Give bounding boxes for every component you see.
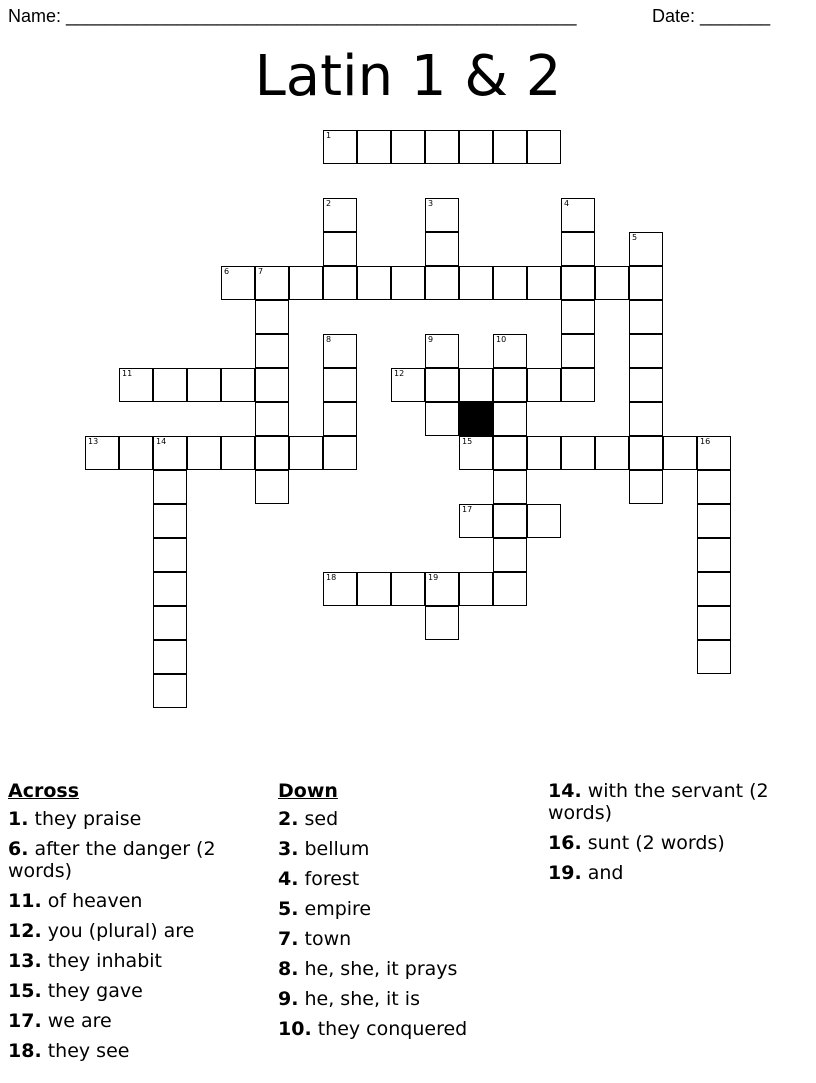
grid-cell[interactable] [459,572,493,606]
grid-cell[interactable] [255,368,289,402]
across-clues [8,780,258,1070]
clue-number: 12 [394,369,405,378]
page-title: Latin 1 & 2 [254,44,562,109]
clue-text: and [587,862,624,884]
grid-cell[interactable] [493,538,527,572]
grid-cell[interactable] [357,572,391,606]
clue-text: after the danger (2 words) [8,838,216,882]
grid-cell[interactable] [493,470,527,504]
grid-cell[interactable] [323,436,357,470]
grid-cell[interactable] [187,436,221,470]
clue-item [8,950,258,972]
clue-number-label: 4. [278,868,299,890]
grid-cell[interactable] [663,436,697,470]
grid-cell[interactable] [629,368,663,402]
clue-item [278,838,528,860]
grid-cell[interactable] [323,266,357,300]
grid-cell[interactable] [493,572,527,606]
clue-number: 18 [326,573,337,582]
grid-cell[interactable] [255,402,289,436]
date-label: Date: _______ [652,6,771,26]
grid-cell[interactable] [697,470,731,504]
clue-item [8,808,258,830]
clue-text: he, she, it prays [304,958,458,980]
grid-cell[interactable] [323,232,357,266]
across-heading: Across [8,780,80,802]
clue-number-label: 3. [278,838,299,860]
grid-cell[interactable] [391,572,425,606]
down-clues [278,780,528,1048]
clue-number: 5 [632,233,638,242]
grid-cell[interactable] [493,266,527,300]
grid-cell[interactable] [153,572,187,606]
clue-number: 8 [326,335,332,344]
clue-number: 9 [428,335,434,344]
grid-cell[interactable] [561,198,595,232]
grid-cell[interactable] [221,266,255,300]
grid-cell[interactable] [289,266,323,300]
clue-item [278,1018,528,1040]
clue-number-label: 14. [548,780,582,802]
grid-cell[interactable] [153,538,187,572]
clue-number: 14 [156,437,167,446]
clue-number-label: 5. [278,898,299,920]
clue-number: 13 [88,437,99,446]
grid-cell[interactable] [187,368,221,402]
grid-cell[interactable] [153,436,187,470]
clue-text: they praise [34,808,142,830]
clue-text: town [304,928,352,950]
grid-cell[interactable] [153,504,187,538]
blocked-cell [459,402,493,436]
clue-item [278,808,528,830]
clue-number: 10 [496,335,507,344]
clue-number-label: 9. [278,988,299,1010]
clue-item [8,1040,258,1062]
grid-cell[interactable] [255,300,289,334]
clue-item [548,832,808,854]
clue-text: with the servant (2 words) [548,780,769,824]
grid-cell[interactable] [493,504,527,538]
clue-text: of heaven [47,890,143,912]
grid-cell[interactable] [323,198,357,232]
grid-cell[interactable] [493,402,527,436]
clue-item [278,898,528,920]
clue-number: 16 [700,437,711,446]
clue-item [8,838,258,882]
grid-cell[interactable] [85,436,119,470]
clue-text: they gave [47,980,143,1002]
grid-cell[interactable] [391,368,425,402]
clue-text: bellum [304,838,370,860]
grid-cell[interactable] [119,436,153,470]
grid-cell[interactable] [153,606,187,640]
grid-cell[interactable] [697,504,731,538]
clue-number-label: 12. [8,920,42,942]
clue-number: 19 [428,573,439,582]
grid-cell[interactable] [391,130,425,164]
name-label: Name: ___________________________________________________ [8,6,577,26]
grid-cell[interactable] [561,334,595,368]
clue-number-label: 13. [8,950,42,972]
clue-item [8,1010,258,1032]
clue-text: sunt (2 words) [587,832,725,854]
grid-cell[interactable] [425,368,459,402]
grid-cell[interactable] [323,572,357,606]
clue-number-label: 16. [548,832,582,854]
clue-text: they see [47,1040,130,1062]
grid-cell[interactable] [595,436,629,470]
clue-number-label: 19. [548,862,582,884]
grid-cell[interactable] [697,606,731,640]
clue-text: they conquered [317,1018,468,1040]
grid-cell[interactable] [561,266,595,300]
grid-cell[interactable] [391,266,425,300]
grid-cell[interactable] [425,334,459,368]
clue-number-label: 17. [8,1010,42,1032]
grid-cell[interactable] [595,266,629,300]
clue-number-label: 18. [8,1040,42,1062]
clue-text: you (plural) are [47,920,195,942]
grid-cell[interactable] [323,334,357,368]
clue-text: we are [47,1010,112,1032]
clue-item [278,958,528,980]
grid-cell[interactable] [153,368,187,402]
clue-number: 1 [326,131,332,140]
grid-cell[interactable] [289,436,323,470]
grid-cell[interactable] [425,402,459,436]
clue-number-label: 2. [278,808,299,830]
clue-item [278,928,528,950]
grid-cell[interactable] [629,300,663,334]
grid-cell[interactable] [629,402,663,436]
grid-cell[interactable] [629,470,663,504]
grid-cell[interactable] [425,606,459,640]
clue-number-label: 7. [278,928,299,950]
clue-item [548,862,808,884]
clue-number: 4 [564,199,570,208]
grid-cell[interactable] [493,130,527,164]
grid-cell[interactable] [697,572,731,606]
grid-cell[interactable] [425,198,459,232]
clue-number: 15 [462,437,473,446]
grid-cell[interactable] [323,368,357,402]
clue-item [8,920,258,942]
down-heading: Down [278,780,338,802]
grid-cell[interactable] [561,232,595,266]
grid-cell[interactable] [629,436,663,470]
clue-number-label: 10. [278,1018,312,1040]
grid-cell[interactable] [221,436,255,470]
grid-cell[interactable] [629,266,663,300]
grid-cell[interactable] [425,572,459,606]
grid-cell[interactable] [119,368,153,402]
grid-cell[interactable] [493,368,527,402]
grid-cell[interactable] [527,436,561,470]
grid-cell[interactable] [459,504,493,538]
grid-cell[interactable] [527,504,561,538]
grid-cell[interactable] [357,130,391,164]
grid-cell[interactable] [459,266,493,300]
grid-cell[interactable] [459,130,493,164]
grid-cell[interactable] [561,436,595,470]
down-clues-continued [548,780,808,892]
grid-cell[interactable] [323,402,357,436]
grid-cell[interactable] [153,674,187,708]
grid-cell[interactable] [255,470,289,504]
grid-cell[interactable] [255,436,289,470]
clue-text: he, she, it is [304,988,420,1010]
grid-cell[interactable] [697,538,731,572]
grid-cell[interactable] [697,436,731,470]
clue-number: 6 [224,267,230,276]
clue-item [548,780,808,824]
grid-cell[interactable] [221,368,255,402]
grid-cell[interactable] [629,334,663,368]
clue-item [8,980,258,1002]
clue-number: 17 [462,505,473,514]
grid-cell[interactable] [153,640,187,674]
clue-number-label: 6. [8,838,29,860]
grid-cell[interactable] [527,266,561,300]
grid-cell[interactable] [527,368,561,402]
clue-number: 7 [258,267,264,276]
clue-text: sed [304,808,339,830]
grid-cell[interactable] [561,300,595,334]
grid-cell[interactable] [459,368,493,402]
clue-number: 2 [326,199,332,208]
grid-cell[interactable] [425,232,459,266]
grid-cell[interactable] [425,266,459,300]
clue-number: 3 [428,199,434,208]
clue-number-label: 11. [8,890,42,912]
grid-cell[interactable] [697,640,731,674]
grid-cell[interactable] [493,436,527,470]
grid-cell[interactable] [629,232,663,266]
grid-cell[interactable] [255,334,289,368]
grid-cell[interactable] [425,130,459,164]
grid-cell[interactable] [493,334,527,368]
grid-cell[interactable] [459,436,493,470]
clue-text: they inhabit [47,950,162,972]
clue-item [278,988,528,1010]
grid-cell[interactable] [527,130,561,164]
clue-number-label: 1. [8,808,29,830]
clue-text: forest [304,868,360,890]
clue-number-label: 8. [278,958,299,980]
clue-text: empire [304,898,372,920]
clue-number-label: 15. [8,980,42,1002]
clue-number: 11 [122,369,133,378]
grid-cell[interactable] [255,266,289,300]
grid-cell[interactable] [153,470,187,504]
grid-cell[interactable] [561,368,595,402]
grid-cell[interactable] [323,130,357,164]
grid-cell[interactable] [357,266,391,300]
clue-item [278,868,528,890]
clue-item [8,890,258,912]
